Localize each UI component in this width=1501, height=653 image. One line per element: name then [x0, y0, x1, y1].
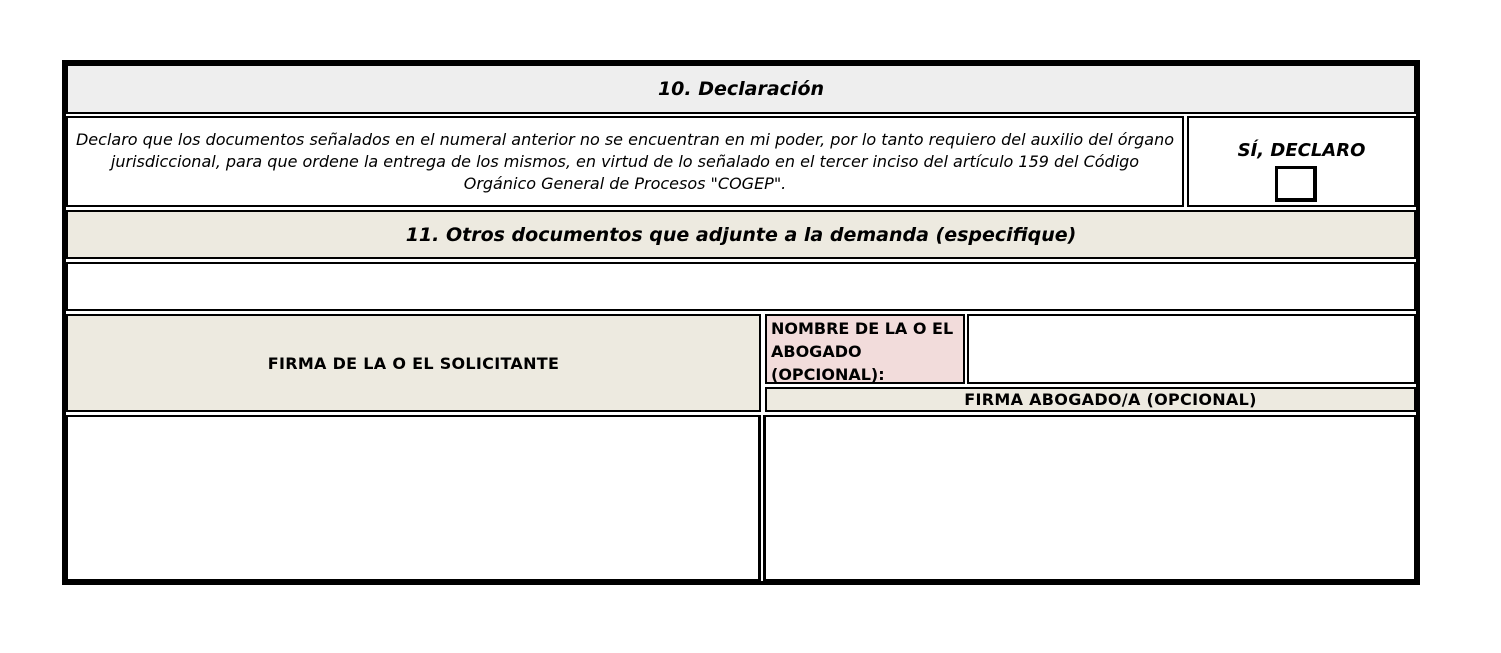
lawyer-signature-header — [765, 387, 1416, 412]
lawyer-name-label: NOMBRE DE LA O EL ABOGADO (OPCIONAL): — [771, 319, 954, 384]
lawyer-name-field[interactable] — [967, 314, 1416, 384]
section-10-title: 10. Declaración — [657, 78, 825, 100]
lawyer-signature-label: FIRMA ABOGADO/A (OPCIONAL) — [964, 390, 1257, 409]
lawyer-name-label-cell — [765, 314, 965, 384]
applicant-signature-header — [66, 314, 761, 412]
lawyer-signature-field[interactable] — [763, 415, 1416, 581]
section-10-header — [66, 64, 1416, 114]
other-documents-field[interactable] — [66, 262, 1416, 311]
section-11-title: 11. Otros documentos que adjunte a la demanda (especifique) — [405, 223, 1077, 246]
declaration-text: Declaro que los documentos señalados en el numeral anterior no se encuentran en mi poder, por lo tanto requiero del auxilio del órgano jurisdiccional, para que ordene la entrega de los mismos, en virtud de lo señalado en el tercer inciso del artículo 159 del Código Orgánico General de Procesos "COGEP". — [75, 129, 1175, 193]
applicant-signature-field[interactable] — [66, 415, 761, 581]
applicant-signature-label: FIRMA DE LA O EL SOLICITANTE — [267, 353, 560, 373]
declare-label: SÍ, DECLARO — [1237, 140, 1366, 161]
declare-checkbox[interactable] — [1275, 166, 1317, 202]
declaration-text-cell — [66, 116, 1184, 207]
section-11-header — [66, 210, 1416, 259]
